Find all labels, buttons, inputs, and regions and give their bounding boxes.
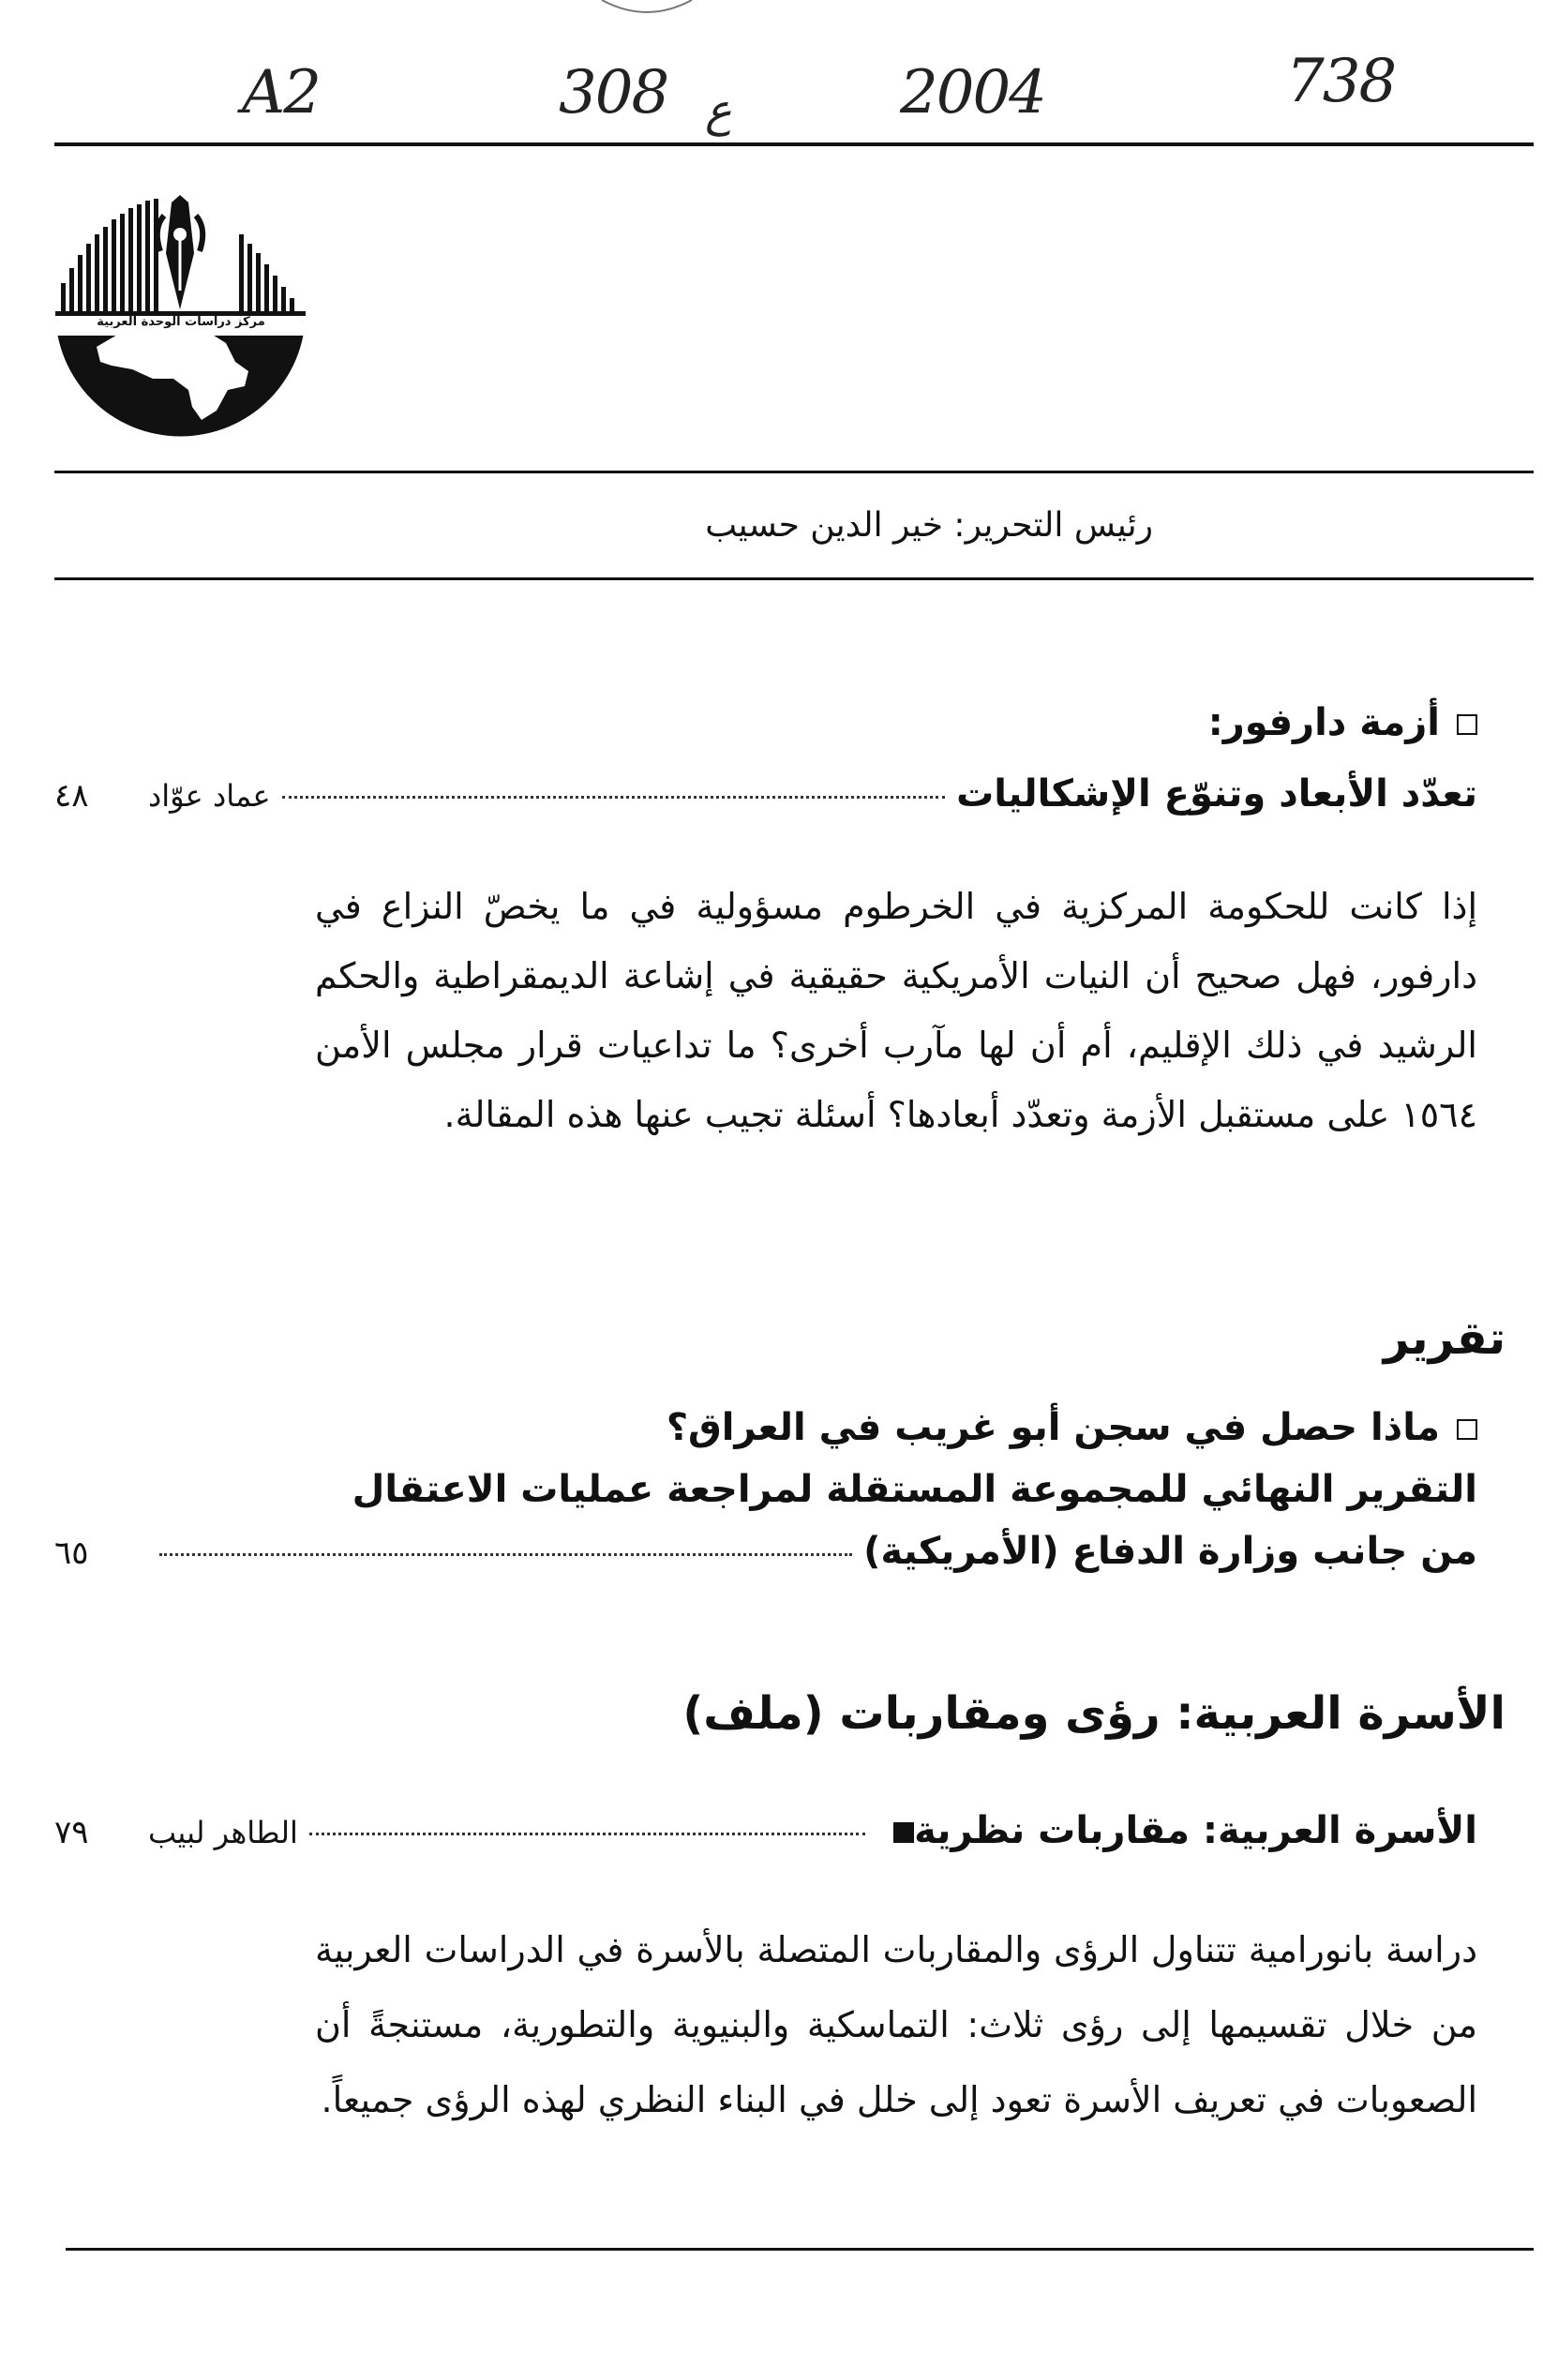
handwritten-note-738: 738 xyxy=(1286,47,1396,116)
section-heading-report: تقرير xyxy=(1383,1312,1506,1365)
dot-leader xyxy=(282,796,946,799)
toc-section-darfur xyxy=(1208,701,1477,744)
toc-entry-author: عماد عوّاد xyxy=(148,778,271,814)
toc-entry-title[interactable] xyxy=(876,1809,1477,1852)
filled-square-bullet xyxy=(893,1822,914,1843)
dot-leader xyxy=(309,1833,865,1835)
dot-leader xyxy=(159,1553,852,1556)
report-title-text-1: ماذا حصل في سجن أبو غريب في العراق؟ xyxy=(666,1406,1440,1449)
section-heading-arab-family: الأسرة العربية: رؤى ومقاربات (ملف) xyxy=(682,1687,1506,1740)
toc-entry-arab-family[interactable] xyxy=(54,1809,1477,1852)
toc-entry-page: ٤٨ xyxy=(54,777,89,815)
abstract-arab-family: دراسة بانورامية تتناول الرؤى والمقاربات المتصلة بالأسرة في الدراسات العربية من خلال تقسيمها إلى رؤى ثلاث: التماسكية والبنيوية والتطورية، مستنجةً أن الصعوبات في تعريف الأسرة تعود إلى خلل في البناء النظري لهذه الرؤى جميعاً. xyxy=(315,1929,1477,2120)
toc-entry-title[interactable]: تعدّد الأبعاد وتنوّع الإشكاليات xyxy=(956,772,1477,816)
bottom-rule xyxy=(66,2248,1534,2251)
toc-entry-darfur[interactable] xyxy=(54,772,1477,816)
toc-entry-page: ٦٥ xyxy=(54,1534,89,1572)
rule-below-editor xyxy=(54,577,1534,580)
handwritten-note-a2: A2 xyxy=(242,58,320,127)
hollow-square-bullet xyxy=(1457,714,1477,735)
toc-entry-author: الطاهر لبيب xyxy=(148,1815,298,1850)
scan-artifact-arc xyxy=(600,0,694,19)
report-title-line2[interactable]: التقرير النهائي للمجموعة المستقلة لمراجعة عمليات الاعتقال xyxy=(352,1468,1477,1511)
handwritten-note-ain: ع xyxy=(705,84,732,137)
toc-entry-report[interactable] xyxy=(54,1530,1477,1573)
rule-above-editor xyxy=(54,471,1534,473)
hollow-square-bullet xyxy=(1457,1419,1477,1440)
report-title-line3[interactable]: من جانب وزارة الدفاع (الأمريكية) xyxy=(863,1530,1477,1573)
toc-entry-title-text: الأسرة العربية: مقاربات نظرية xyxy=(914,1809,1477,1852)
top-rule xyxy=(54,142,1534,146)
handwritten-note-308: 308 xyxy=(559,58,668,127)
handwritten-note-year: 2004 xyxy=(900,58,1045,127)
abstract-darfur: إذا كانت للحكومة المركزية في الخرطوم مسؤولية في ما يخصّ النزاع في دارفور، فهل صحيح أن النيات الأمريكية حقيقية في إشاعة الديمقراطية والحكم الرشيد في ذلك الإقليم، أم أن لها مآرب أخرى؟ ما تداعيات قرار مجلس الأمن ١٥٦٤ على مستقبل الأزمة وتعدّد أبعادها؟ أسئلة تجيب عنها هذه المقالة. xyxy=(315,886,1477,1135)
editor-in-chief: رئيس التحرير: خير الدين حسيب xyxy=(705,506,1153,545)
toc-entry-page: ٧٩ xyxy=(54,1814,89,1851)
center-logo xyxy=(52,178,309,441)
report-title-line1[interactable] xyxy=(667,1406,1477,1449)
logo-label: مركز دراسات الوحدة العربية xyxy=(97,315,265,329)
section-label: أزمة دارفور: xyxy=(1207,701,1440,744)
